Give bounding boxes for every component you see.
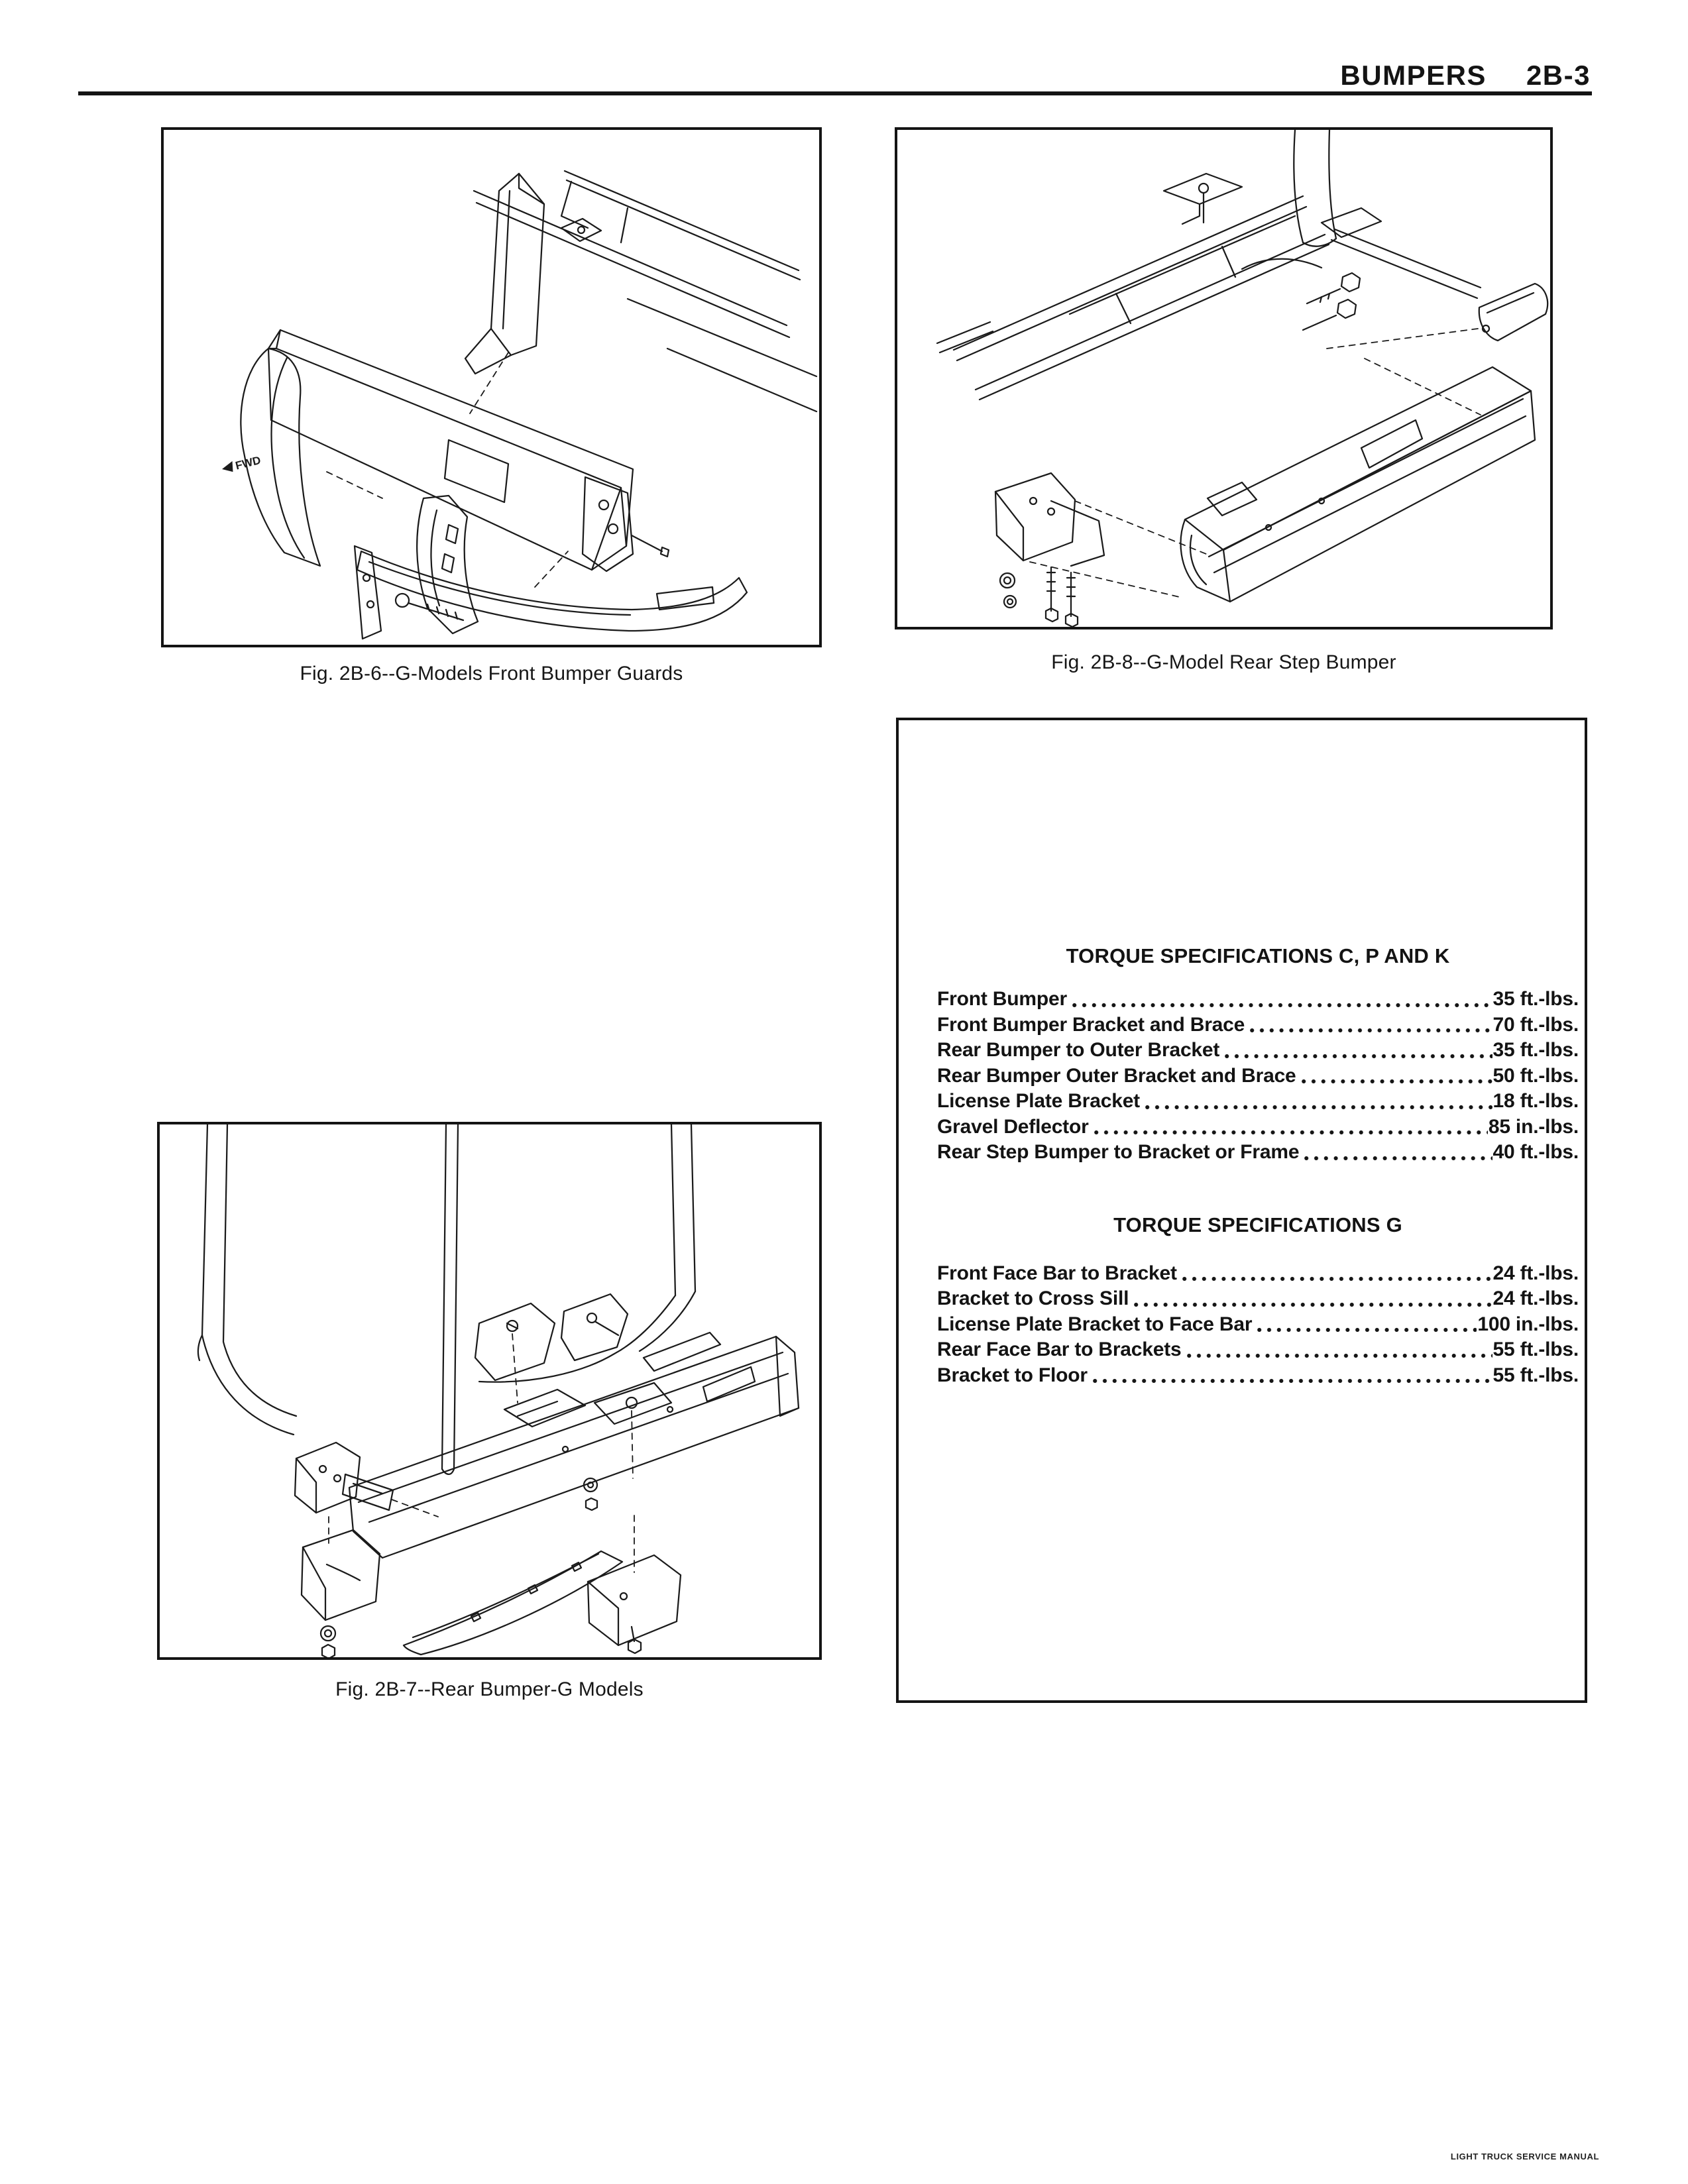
spec-label: Rear Step Bumper to Bracket or Frame bbox=[937, 1141, 1300, 1163]
torque-spec-row bbox=[937, 1140, 1579, 1166]
spec-label: Front Face Bar to Bracket bbox=[937, 1262, 1177, 1284]
spec-value: 18 ft.-lbs. bbox=[1492, 1090, 1579, 1112]
torque-spec-row bbox=[937, 1337, 1579, 1363]
torque-spec-row bbox=[937, 1038, 1579, 1064]
figure-caption-2b8: Fig. 2B-8--G-Model Rear Step Bumper bbox=[1051, 651, 1396, 673]
dot-leader bbox=[1094, 1129, 1488, 1136]
rear-step-bumper-drawing bbox=[897, 130, 1550, 627]
rear-bumper-g-drawing bbox=[160, 1124, 819, 1657]
figure-caption-2b6: Fig. 2B-6--G-Models Front Bumper Guards bbox=[300, 663, 683, 684]
spec-value: 35 ft.-lbs. bbox=[1492, 988, 1579, 1010]
dot-leader bbox=[1187, 1352, 1492, 1359]
spec-value: 85 in.-lbs. bbox=[1488, 1115, 1579, 1138]
dot-leader bbox=[1134, 1301, 1492, 1308]
spec-label: Front Bumper bbox=[937, 988, 1067, 1010]
spec-value: 55 ft.-lbs. bbox=[1492, 1364, 1579, 1386]
spec-value: 40 ft.-lbs. bbox=[1492, 1141, 1579, 1163]
torque-spec-row bbox=[937, 1012, 1579, 1038]
torque-spec-row bbox=[937, 1312, 1579, 1338]
page-number: 2B-3 bbox=[1526, 60, 1591, 91]
torque-spec-row bbox=[937, 987, 1579, 1012]
figure-box-rear-step-bumper bbox=[895, 127, 1553, 629]
dot-leader bbox=[1182, 1276, 1492, 1282]
front-bumper-guards-drawing bbox=[164, 130, 819, 645]
spec-label: Front Bumper Bracket and Brace bbox=[937, 1013, 1245, 1036]
spec-label: Gravel Deflector bbox=[937, 1115, 1089, 1138]
dot-leader bbox=[1304, 1155, 1492, 1162]
fwd-arrow bbox=[221, 454, 262, 476]
spec-label: Rear Face Bar to Brackets bbox=[937, 1338, 1182, 1360]
dot-leader bbox=[1093, 1378, 1492, 1384]
dot-leader bbox=[1225, 1053, 1492, 1060]
spec-value: 50 ft.-lbs. bbox=[1492, 1064, 1579, 1087]
spec-label: License Plate Bracket to Face Bar bbox=[937, 1313, 1253, 1335]
torque-spec-row bbox=[937, 1363, 1579, 1389]
torque-spec-row bbox=[937, 1064, 1579, 1089]
spec-label: Rear Bumper Outer Bracket and Brace bbox=[937, 1064, 1296, 1087]
spec-label: Bracket to Floor bbox=[937, 1364, 1088, 1386]
dot-leader bbox=[1072, 1002, 1492, 1009]
spec-label: License Plate Bracket bbox=[937, 1090, 1140, 1112]
fwd-direction-label: FWD bbox=[234, 453, 262, 472]
spec-value: 100 in.-lbs. bbox=[1477, 1313, 1579, 1335]
page-header bbox=[1340, 60, 1591, 91]
figure-box-front-bumper-guards bbox=[161, 127, 822, 647]
torque-spec-row bbox=[937, 1115, 1579, 1140]
figure-caption-2b7: Fig. 2B-7--Rear Bumper-G Models bbox=[335, 1678, 644, 1700]
torque-specs-panel bbox=[896, 718, 1587, 1703]
torque-section-heading-cpk: TORQUE SPECIFICATIONS C, P AND K bbox=[1066, 944, 1450, 967]
dot-leader bbox=[1302, 1078, 1492, 1085]
torque-spec-row bbox=[937, 1089, 1579, 1115]
dot-leader bbox=[1145, 1104, 1492, 1111]
page-title: BUMPERS bbox=[1340, 60, 1487, 91]
spec-value: 55 ft.-lbs. bbox=[1492, 1338, 1579, 1360]
header-divider bbox=[78, 91, 1592, 95]
spec-value: 24 ft.-lbs. bbox=[1492, 1262, 1579, 1284]
dot-leader bbox=[1257, 1327, 1477, 1333]
footer-label: LIGHT TRUCK SERVICE MANUAL bbox=[1450, 2152, 1599, 2161]
spec-value: 35 ft.-lbs. bbox=[1492, 1039, 1579, 1061]
torque-section-heading-g: TORQUE SPECIFICATIONS G bbox=[1113, 1213, 1402, 1236]
spec-label: Bracket to Cross Sill bbox=[937, 1287, 1129, 1309]
torque-spec-row bbox=[937, 1261, 1579, 1287]
spec-label: Rear Bumper to Outer Bracket bbox=[937, 1039, 1220, 1061]
figure-box-rear-bumper-g bbox=[157, 1122, 822, 1660]
spec-value: 70 ft.-lbs. bbox=[1492, 1013, 1579, 1036]
spec-value: 24 ft.-lbs. bbox=[1492, 1287, 1579, 1309]
torque-spec-row bbox=[937, 1286, 1579, 1312]
dot-leader bbox=[1250, 1027, 1492, 1034]
